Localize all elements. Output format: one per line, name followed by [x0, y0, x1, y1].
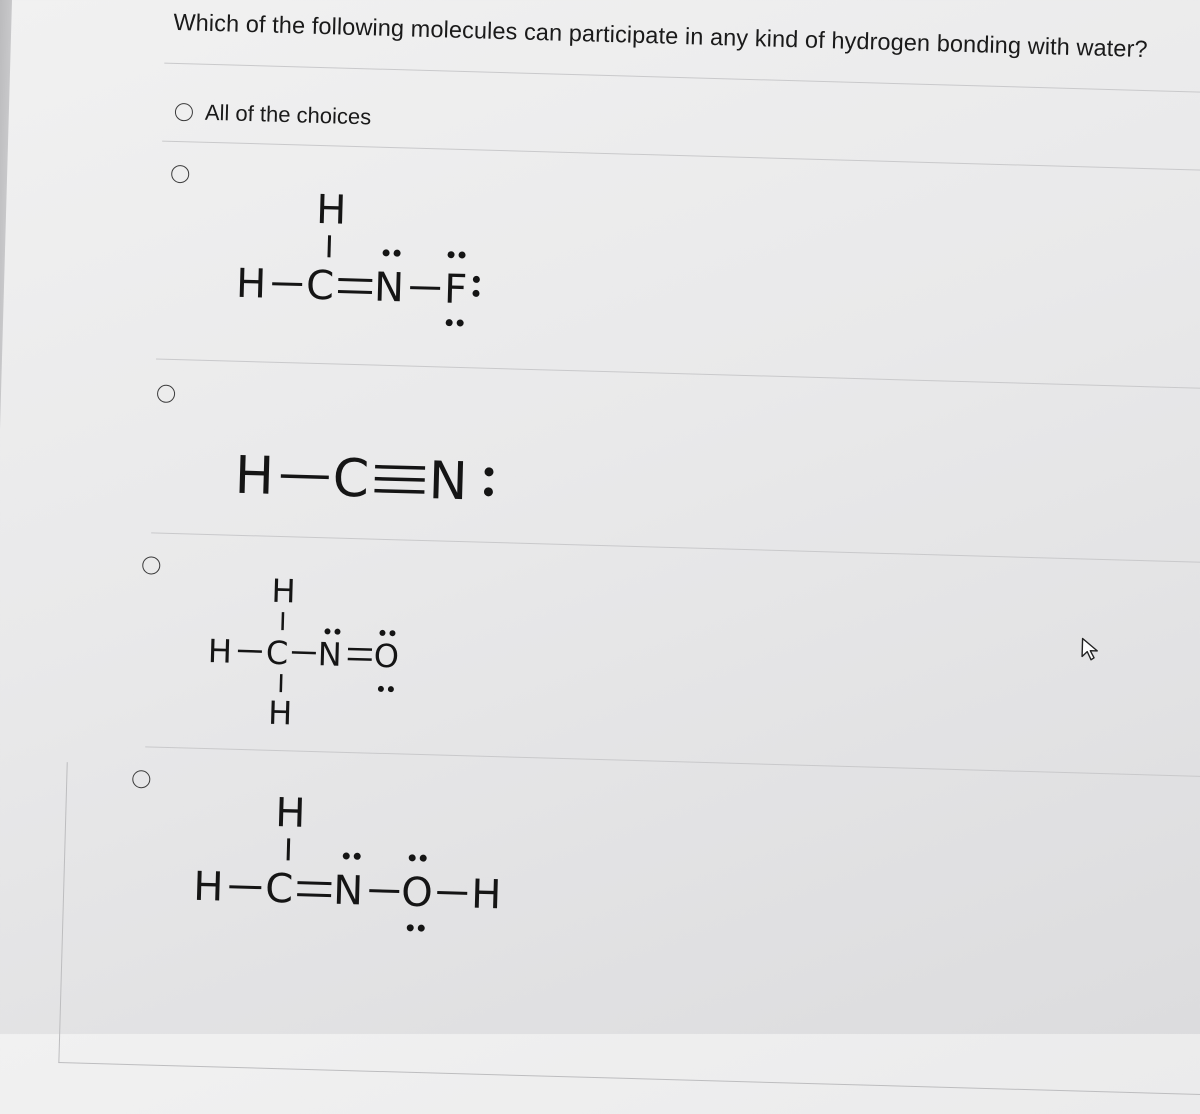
- atom-h-top: H: [315, 186, 348, 234]
- radio-icon[interactable]: [142, 556, 160, 574]
- option-label: All of the choices: [204, 99, 372, 130]
- atom-c: C: [265, 633, 290, 673]
- divider: [156, 358, 1200, 389]
- atom-n: N: [332, 867, 365, 915]
- atom-h-left: H: [235, 260, 268, 308]
- atom-h: H: [234, 445, 276, 507]
- radio-icon[interactable]: [175, 103, 193, 121]
- lewis-structure-hcnf: [230, 171, 555, 380]
- atom-c: C: [332, 448, 371, 510]
- divider: [164, 63, 1200, 94]
- question-text: Which of the following molecules can participate in any kind of hydrogen bonding with water?: [173, 8, 1149, 63]
- atom-h-bottom: H: [268, 693, 294, 733]
- atom-h-left: H: [193, 863, 225, 911]
- answer-area-frame: [58, 762, 1200, 1095]
- atom-o: O: [373, 636, 400, 676]
- option-all-of-the-choices[interactable]: [175, 99, 372, 130]
- atom-o: O: [400, 869, 434, 917]
- monitor-bezel: [0, 0, 13, 1080]
- atom-h-left: H: [207, 632, 233, 671]
- cursor-arrow-icon: [1080, 636, 1103, 663]
- molecule-hcnf: [210, 154, 535, 363]
- atom-c: C: [264, 865, 295, 913]
- molecule-ch3no: [185, 548, 450, 755]
- radio-icon[interactable]: [157, 385, 175, 403]
- atom-n: N: [428, 451, 469, 513]
- lewis-structure-ch3no: [205, 564, 470, 771]
- atom-h-top: H: [271, 571, 297, 611]
- atom-f: F: [443, 266, 469, 314]
- radio-icon[interactable]: [171, 165, 189, 183]
- molecule-hcn: [214, 414, 536, 513]
- atom-h-right: H: [470, 871, 503, 919]
- lewis-structure-hcn: [234, 431, 556, 520]
- atom-h-top: H: [275, 790, 307, 837]
- atom-n: N: [373, 264, 406, 312]
- atom-c: C: [305, 262, 336, 310]
- atom-n: N: [317, 635, 343, 674]
